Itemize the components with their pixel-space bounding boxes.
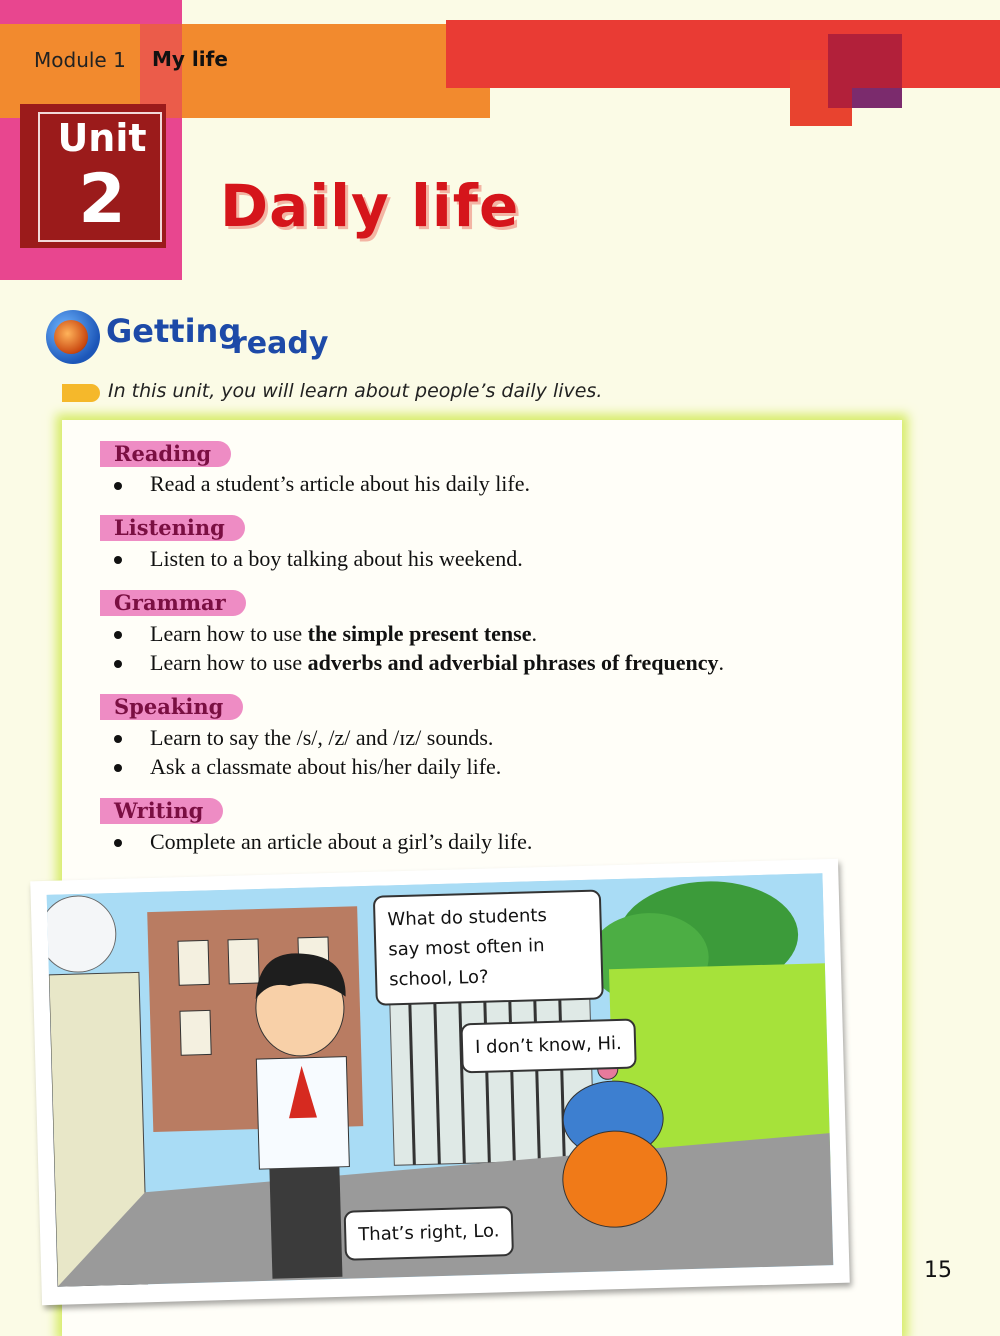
speaking-item-2: Ask a classmate about his/her daily life. [150,754,502,779]
bubble-line: What do students [387,904,548,931]
bullet [114,839,122,847]
writing-item-1: Complete an article about a girl’s daily life. [150,829,533,854]
speech-bubble-answer: I don’t know, Hi. [460,1019,636,1074]
bubble-line: school, Lo? [388,966,489,991]
speech-bubble-agree: That’s right, Lo. [344,1206,515,1261]
getting-ready-title-1: Getting [106,312,242,350]
speech-bubble-question [373,889,604,1005]
speaking-item-1: Learn to say the /s/, /z/ and /ɪz/ sounds. [150,725,494,750]
page-number: 15 [924,1258,952,1283]
module-label: Module 1 [34,48,126,72]
bubble-line: say most often in [388,935,545,961]
bullet [114,764,122,772]
category-writing: Writing [100,798,223,824]
listening-item-1: Listen to a boy talking about his weekend. [150,546,523,571]
bullet [114,556,122,564]
getting-ready-title-2: ready [232,326,329,361]
category-listening: Listening [100,515,245,541]
unit-number: 2 [78,160,126,239]
category-speaking: Speaking [100,694,243,720]
grammar-item-2: Learn how to use adverbs and adverbial phrases of frequency. [150,650,725,675]
gong-icon [46,310,100,364]
header-purple-strip [852,88,902,108]
unit-word: Unit [57,116,147,160]
module-title: My life [152,47,228,71]
category-reading: Reading [100,441,231,467]
category-grammar: Grammar [100,590,246,616]
header-red-band [446,20,1000,88]
intro-text: In this unit, you will learn about people’s daily lives. [108,380,603,402]
grammar-item-1: Learn how to use the simple present tense. [150,621,537,646]
bullet [114,660,122,668]
bullet [114,631,122,639]
comic-illustration [47,873,834,1287]
page-title: Daily life [220,172,520,240]
reading-item-1: Read a student’s article about his daily life. [150,471,531,496]
bullet [114,735,122,743]
intro-bullet-marker [62,384,100,402]
bullet [114,482,122,490]
